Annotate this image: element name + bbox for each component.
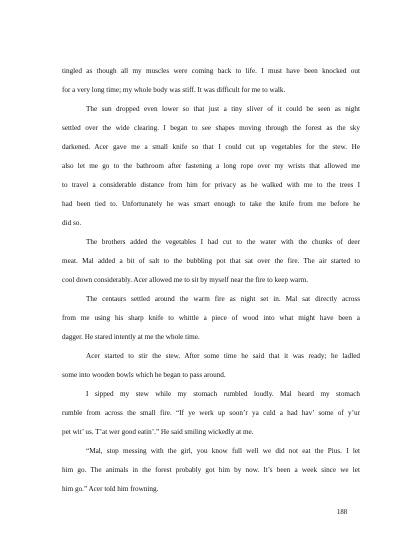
- text-line: had been tied to. Unfortunately he was smart enough to take the knife from me before he: [62, 200, 360, 208]
- text-line: The brothers added the vegetables I had cut to the water with the chunks of deer: [86, 238, 360, 246]
- text-line: did so.: [62, 219, 82, 227]
- text-line: The sun dropped even lower so that just a tiny sliver of it could be seen as night: [86, 105, 360, 113]
- text-line: to travel a considerable distance from him for privacy as he walked with me to the trees I: [62, 181, 360, 189]
- text-line: darkened. Acer gave me a small knife so that I could cut up vegetables for the stew. He: [62, 143, 360, 151]
- text-line: also let me go to the bathroom after fastening a long rope over my wrists that allowed me: [62, 162, 360, 170]
- text-line: The centaurs settled around the warm fire as night set in. Mal sat directly across: [86, 295, 360, 303]
- text-line: “Mal, stop messing with the girl, you know full well we did not eat the Pius. I let: [86, 447, 360, 455]
- page-number: 188: [337, 509, 348, 516]
- text-line: him go.” Acer told him frowning.: [62, 485, 159, 493]
- text-line: meat. Mal added a bit of salt to the bubbling pot that sat over the fire. The air started to: [62, 257, 360, 265]
- text-line: tingled as though all my muscles were coming back to life. I must have been knocked out: [62, 67, 360, 75]
- text-line: dagger. He stared intently at me the whole time.: [62, 333, 200, 341]
- text-line: from me using his sharp knife to whittle a piece of wood into what might have been a: [62, 314, 360, 322]
- text-line: I sipped my stew while my stomach rumbled loudly. Mal heard my stomach: [86, 390, 360, 398]
- text-line: for a very long time; my whole body was stiff. It was difficult for me to walk.: [62, 86, 286, 94]
- text-line: him go. The animals in the forest probably got him by now. It’s been a week since we let: [62, 466, 360, 474]
- text-line: rumble from across the small fire. “If ye werk up soon’r ya culd a had hav’ some of y’ur: [62, 409, 360, 417]
- text-line: cool down considerably. Acer allowed me to sit by myself near the fire to keep warm.: [62, 276, 309, 284]
- text-line: some into wooden bowls which he began to pass around.: [62, 371, 226, 379]
- text-line: settled over the wide clearing. I began to see shapes moving through the forest as the sky: [62, 124, 360, 132]
- text-line: Acer started to stir the stew. After some time he said that it was ready; he ladled: [86, 352, 360, 360]
- text-line: pet wit’ us. T’at wer good eatin’.” He said smiling wickedly at me.: [62, 428, 254, 436]
